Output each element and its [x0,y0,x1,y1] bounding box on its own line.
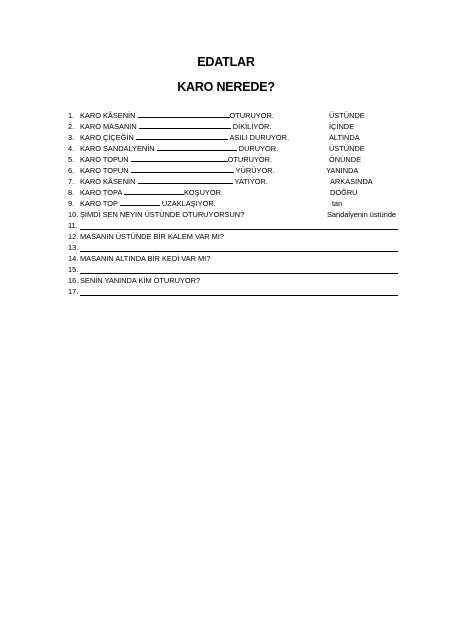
answer-option: ALTINDA [329,133,360,142]
answer-blank[interactable] [138,110,230,118]
answer-blank[interactable] [138,176,233,184]
answer-line[interactable] [80,295,398,296]
answer-blank[interactable] [157,143,237,151]
answer-blank[interactable] [120,198,160,206]
example-answer: Sandalyenin üstünde [327,210,397,219]
answer-blank[interactable] [131,165,234,173]
answer-option: ÖNÜNDE [329,155,362,164]
answer-option: tan [332,199,343,208]
answer-blank[interactable] [139,121,231,129]
answer-blank[interactable] [124,187,184,195]
answer-line[interactable] [80,229,398,230]
worksheet-page: EDATLAR KARO NEREDE? 1. KARO KÂSENİN OTURUYOR. ÜSTÜNDE 2. KARO MASANIN DİKİLİYOR. İÇİNDE 3. KARO ÇİÇEĞİN ASILI DURUYOR. ALTINDA 4. KARO SANDALYENİN DURUYOR. ÜSTÜNDE 5. KARO TOPUN OTURUYOR. ÖNÜNDE 6. KARO TOPUN YÜRÜYOR. YANINDA 7. KARO KÂSENİN YATIYOR. ARKASINDA 8. KARO TOPA KOŞUYOR. DOĞRU 9. KARO TOP UZAKLAŞIYOR. tan 10. ŞİMDİ SEN NEYİN ÜSTÜNDE OTURUYORSUN? Sandalyenin üstünde 11. 12. MASANIN ÜSTÜNDE BİR KALEM VAR MI? 13. 14. MASANIN ALTINDA BİR KEDİ VAR MI? 15. 16. SENİN YANINDA KİM OTURUYOR? 17. [0,0,452,640]
answer-blank[interactable] [136,132,228,140]
answer-blank[interactable] [131,154,228,162]
page-title: EDATLAR [197,55,255,69]
answer-option: YANINDA [326,166,359,175]
answer-option: ÜSTÜNDE [329,144,365,153]
answer-option: DOĞRU [330,188,358,197]
answer-line[interactable] [80,273,398,274]
answer-line[interactable] [80,251,398,252]
answer-option: İÇİNDE [329,122,355,131]
answer-option: ARKASINDA [330,177,373,186]
answer-option: ÜSTÜNDE [329,111,365,120]
page-subtitle: KARO NEREDE? [177,80,275,94]
